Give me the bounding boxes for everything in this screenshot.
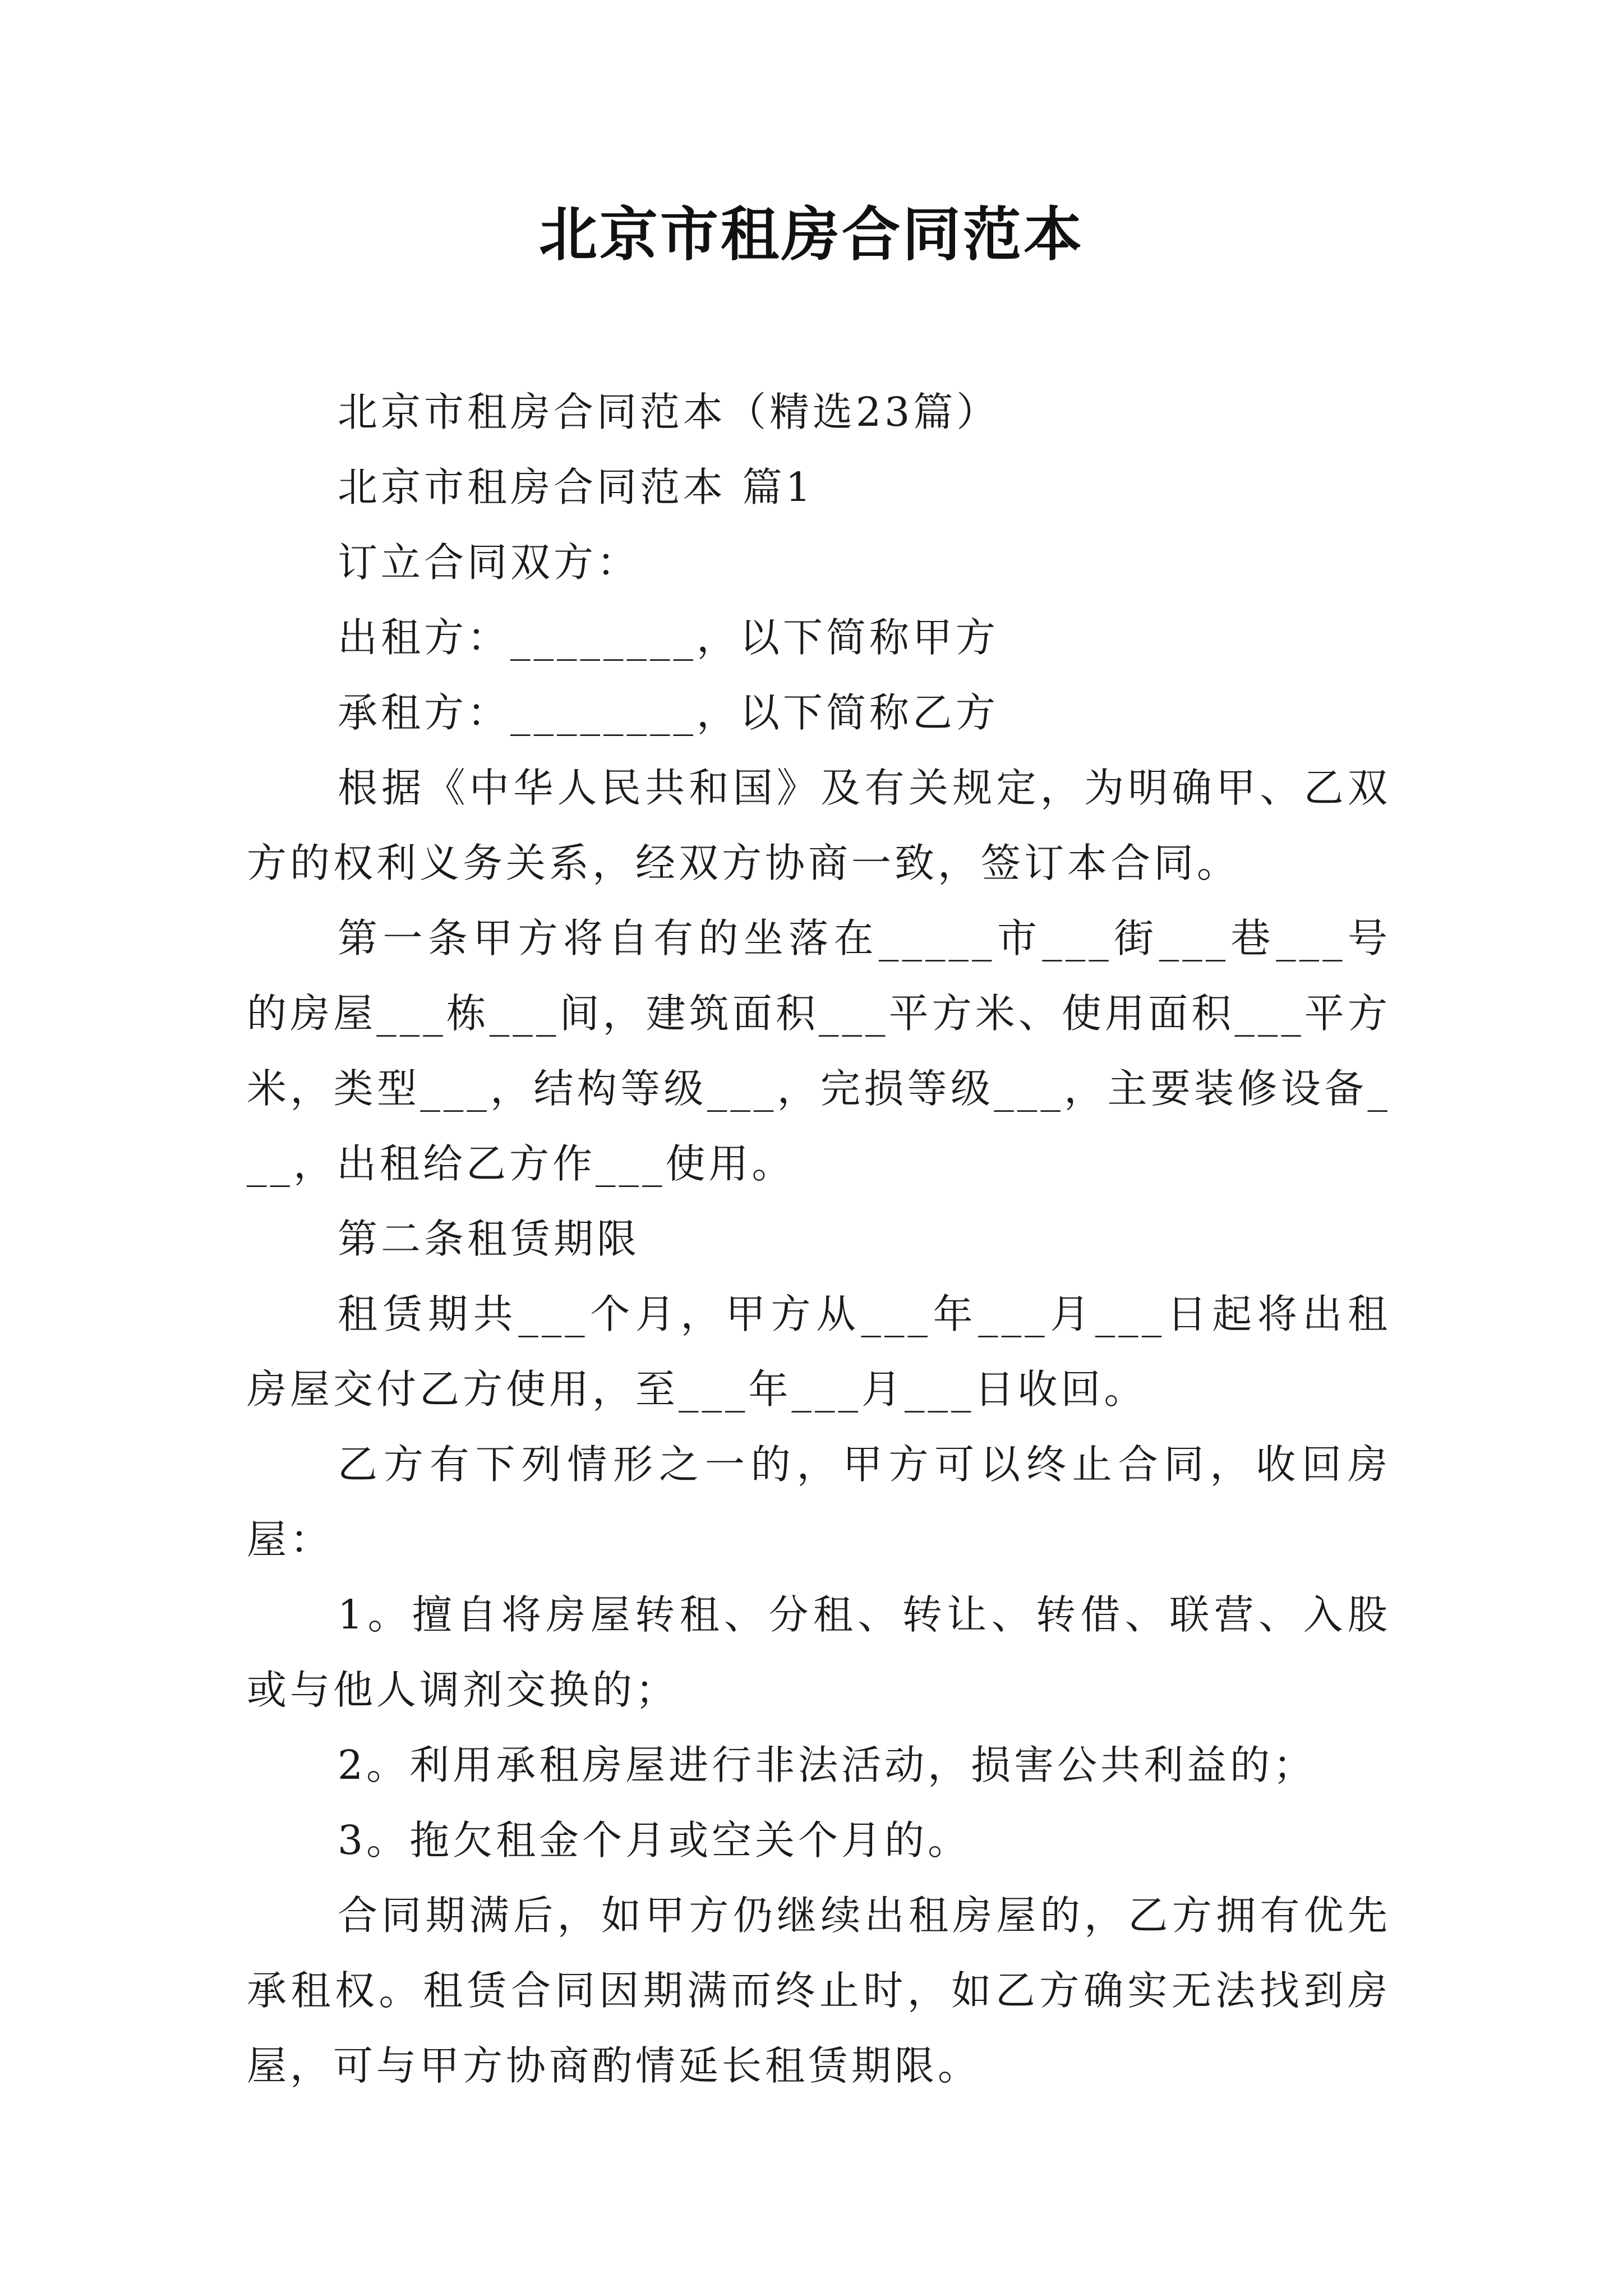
paragraph-parties-intro: 订立合同双方： xyxy=(338,539,640,586)
paragraph-section-heading: 北京市租房合同范本 篇1 xyxy=(338,464,814,510)
paragraph-termination-conditions: 乙方有下列情形之一的，甲方可以终止合同，收回房屋： xyxy=(247,1441,1391,1563)
paragraph-renewal: 合同期满后，如甲方仍继续出租房屋的，乙方拥有优先承租权。租赁合同因期满而终止时，如乙方确实无法找到房屋，可与甲方协商酌情延长租赁期限。 xyxy=(247,1892,1391,2089)
paragraph-condition-3: 3。拖欠租金个月或空关个月的。 xyxy=(338,1817,971,1864)
paragraph-lessee: 承租方：________，以下简称乙方 xyxy=(338,689,999,736)
paragraph-lessor: 出租方：________，以下简称甲方 xyxy=(338,614,999,661)
document-body xyxy=(247,375,1391,2104)
paragraph-article-2-heading: 第二条租赁期限 xyxy=(338,1216,640,1262)
paragraph-subtitle: 北京市租房合同范本（精选23篇） xyxy=(338,389,1000,435)
paragraph-condition-1: 1。擅自将房屋转租、分租、转让、转借、联营、入股或与他人调剂交换的； xyxy=(247,1591,1391,1713)
document-title: 北京市租房合同范本 xyxy=(538,200,1084,269)
paragraph-lease-term: 租赁期共___个月，甲方从___年___月___日起将出租房屋交付乙方使用，至___年___月___日收回。 xyxy=(247,1291,1391,1412)
paragraph-condition-2: 2。利用承租房屋进行非法活动，损害公共利益的； xyxy=(338,1742,1317,1788)
paragraph-article-1: 第一条甲方将自有的坐落在_____市___街___巷___号的房屋___栋___间，建筑面积___平方米、使用面积___平方米，类型___，结构等级___，完损等级___，主要装修设备___，出租给乙方作___使用。 xyxy=(247,915,1391,1187)
paragraph-basis: 根据《中华人民共和国》及有关规定，为明确甲、乙双方的权利义务关系，经双方协商一致，签订本合同。 xyxy=(247,765,1391,886)
